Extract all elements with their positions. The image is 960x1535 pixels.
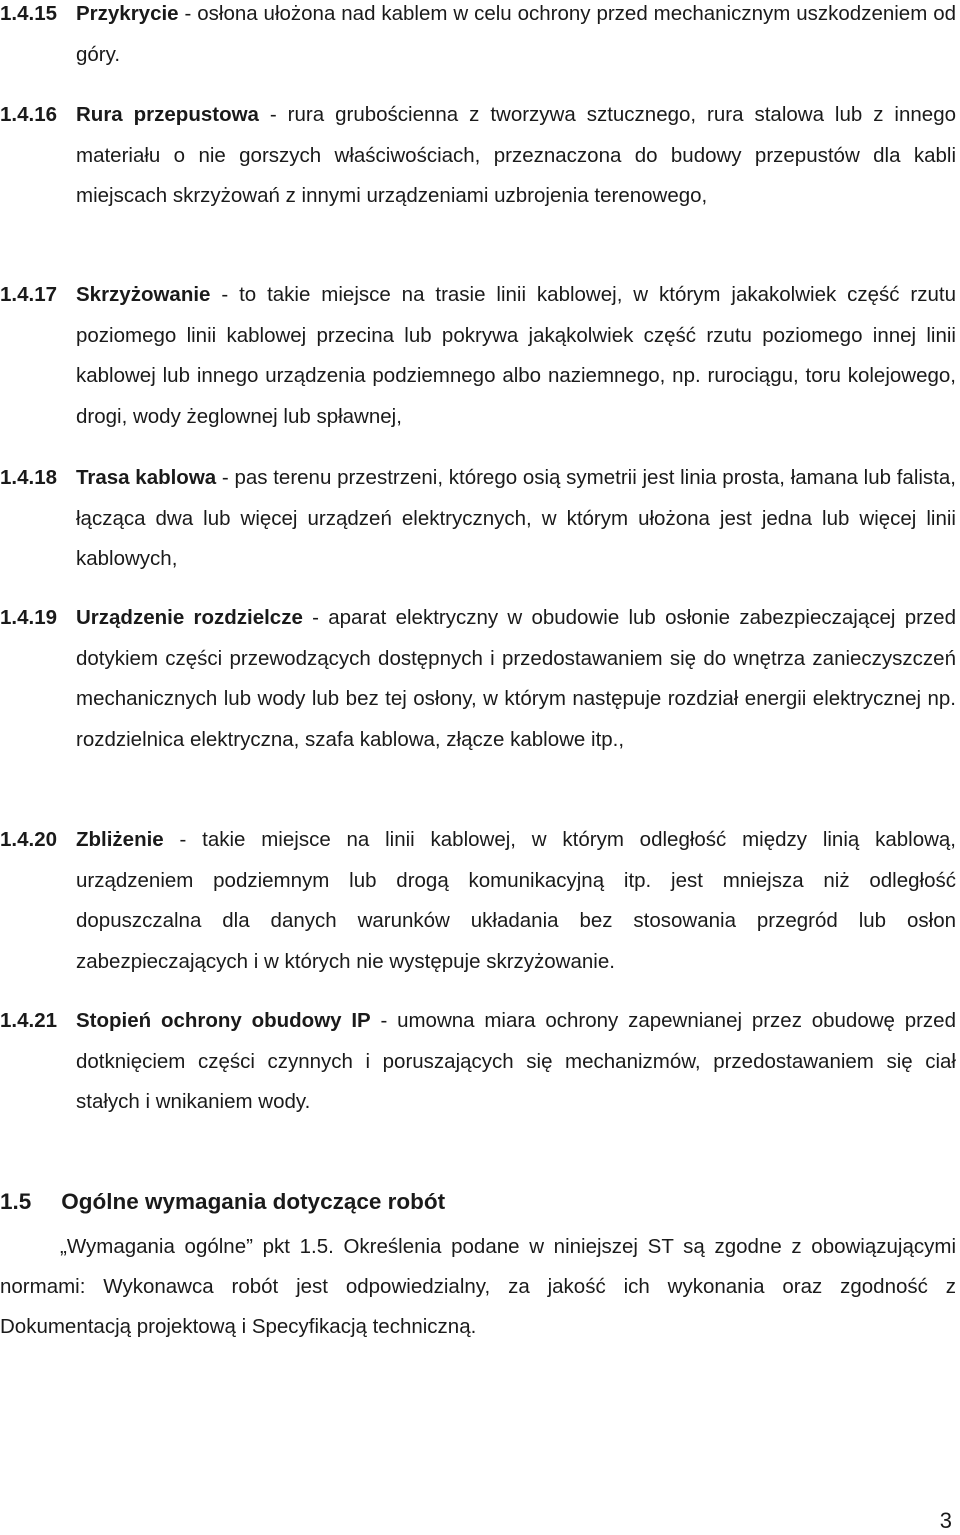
- section-paragraph: „Wymagania ogólne” pkt 1.5. Określenia podane w niniejszej ST są zgodne z obowiązującymi normami: Wykonawca robót jest odpowiedzialny, za jakość ich wykonania oraz zgodność z Dokumentacją projektową i Specyfikacją techniczną.: [0, 1235, 956, 1338]
- definition-number: 1.4.21: [0, 1009, 57, 1032]
- definition-body: [76, 1001, 956, 1123]
- definition-body: [76, 458, 956, 580]
- definition-text: - umowna miara ochrony zapewnianej przez obudowę przed dotknięciem części czynnych i poruszających się mechanizmów, przedostawaniem się ciał stałych i wnikaniem wody.: [76, 1009, 956, 1113]
- definition-body: [76, 95, 956, 217]
- definition-text: - to takie miejsce na trasie linii kablowej, w którym jakakolwiek część rzutu poziomego linii kablowej przecina lub pokrywa jakąkolwiek część rzutu poziomego innej linii kablowej lub innego urządzenia podziemnego albo naziemnego, np. rurociągu, toru kolejowego, drogi, wody żeglownej lub spławnej,: [76, 283, 956, 428]
- definition-body: [76, 0, 956, 75]
- definition-body: [76, 598, 956, 760]
- definition-number: 1.4.15: [0, 2, 57, 25]
- definition-text: - rura grubościenna z tworzywa sztucznego, rura stalowa lub z innego materiału o nie gorszych właściwościach, przeznaczona do budowy przepustów dla kabli miejscach skrzyżowań z innymi urządzeniami uzbrojenia terenowego,: [76, 103, 956, 207]
- definition-body: [76, 275, 956, 437]
- definition-term: Trasa kablowa: [76, 466, 217, 489]
- definition-number: 1.4.19: [0, 606, 57, 629]
- definition-1-4-21: [0, 1001, 956, 1123]
- definition-number: 1.4.20: [0, 828, 57, 851]
- definition-term: Stopień ochrony obudowy IP: [76, 1009, 371, 1032]
- definition-1-4-18: [0, 458, 956, 580]
- definition-term: Zbliżenie: [76, 828, 164, 851]
- definition-term: Urządzenie rozdzielcze: [76, 606, 303, 629]
- definition-text: - osłona ułożona nad kablem w celu ochrony przed mechanicznym uszkodzeniem od góry.: [76, 2, 956, 66]
- definition-1-4-19: [0, 598, 956, 760]
- definition-number: 1.4.17: [0, 283, 57, 306]
- section-number: 1.5: [0, 1189, 32, 1214]
- section-heading: [0, 1184, 445, 1220]
- page-number: 3: [939, 1508, 952, 1533]
- definition-1-4-17: [0, 275, 956, 437]
- definition-1-4-15: [0, 0, 956, 75]
- definition-text: - pas terenu przestrzeni, którego osią symetrii jest linia prosta, łamana lub falista, łącząca dwa lub więcej urządzeń elektrycznych, w którym ułożona jest jedna lub więcej linii kablowych,: [76, 466, 956, 570]
- definition-body: [76, 820, 956, 982]
- definition-text: - takie miejsce na linii kablowej, w którym odległość między linią kablową, urządzeniem podziemnym lub drogą komunikacyjną itp. jest mniejsza niż odległość dopuszczalna dla danych warunków układania bez stosowania przegród lub osłon zabezpieczających i w których nie występuje skrzyżowanie.: [76, 828, 956, 973]
- definition-term: Skrzyżowanie: [76, 283, 211, 306]
- definition-number: 1.4.16: [0, 103, 57, 126]
- section-title: Ogólne wymagania dotyczące robót: [61, 1189, 446, 1214]
- definition-1-4-16: [0, 95, 956, 217]
- definition-term: Przykrycie: [76, 2, 179, 25]
- definition-text: - aparat elektryczny w obudowie lub osłonie zabezpieczającej przed dotykiem części przewodzących dostępnych i przedostawaniem się do wnętrza zanieczyszczeń mechanicznych lub wody lub bez tej osłony, w którym następuje rozdział energii elektrycznej np. rozdzielnica elektryczna, szafa kablowa, złącze kablowe itp.,: [76, 606, 956, 751]
- definition-number: 1.4.18: [0, 466, 57, 489]
- definition-term: Rura przepustowa: [76, 103, 259, 126]
- definition-1-4-20: [0, 820, 956, 982]
